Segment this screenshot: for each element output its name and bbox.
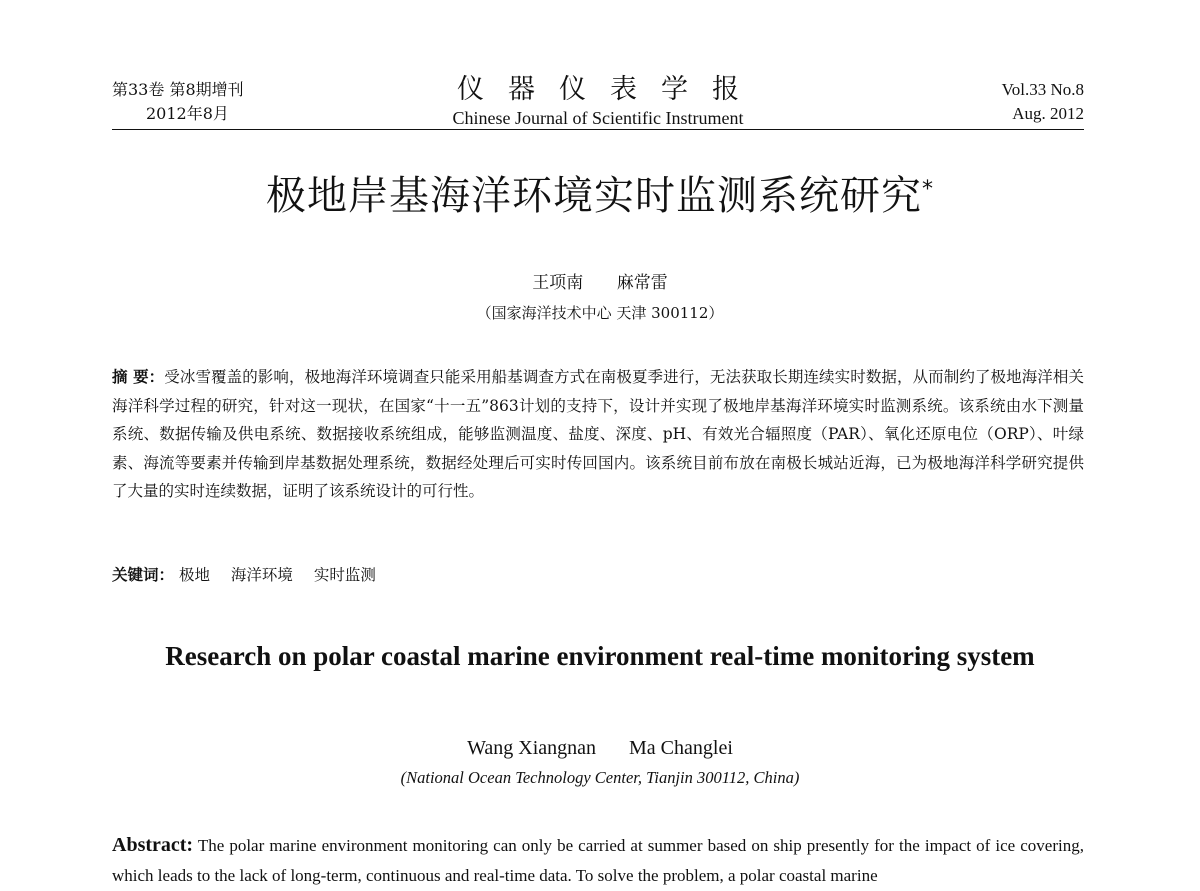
volume-number-en: Vol.33 No.8 (1001, 80, 1084, 99)
issue-date-en: Aug. 2012 (1012, 104, 1084, 123)
affiliation-cn: （国家海洋技术中心 天津 300112） (476, 304, 724, 322)
author-cn: 王项南 (532, 273, 584, 293)
authors-en (0, 734, 1200, 762)
author-cn: 麻常雷 (616, 273, 668, 293)
abstract-cn-label: 摘 要： (112, 368, 165, 386)
volume-issue: 第33卷 第8期增刊 (112, 80, 244, 99)
abstract-en-text: The polar marine environment monitoring can only be carried at summer based on ship presently for the impact of ice covering, which leads to the lack of long-term, continuous and real-time data. To solve the problem, a polar coastal marine (112, 836, 1084, 885)
paper-title-en: Research on polar coastal marine environment real-time monitoring system (165, 641, 1035, 671)
paper-title-cn (0, 168, 1200, 224)
keyword: 极地 (178, 566, 210, 584)
abstract-cn-text: 受冰雪覆盖的影响，极地海洋环境调查只能采用船基调查方式在南极夏季进行，无法获取长期连续实时数据，从而制约了极地海洋相关海洋科学过程的研究，针对这一现状，在国家“十一五”863计划的支持下，设计并实现了极地岸基海洋环境实时监测系统。该系统由水下测量系统、数据传输及供电系统、数据接收系统组成，能够监测温度、盐度、深度、pH、有效光合辐照度（PAR）、氧化还原电位（ORP）、叶绿素、海流等要素并传输到岸基数据处理系统，数据经处理后可实时传回国内。该系统目前布放在南极长城站近海，已为极地海洋科学研究提供了大量的实时连续数据，证明了该系统设计的可行性。 (112, 368, 1084, 500)
header-rule (112, 129, 1084, 130)
keywords-cn (112, 563, 1084, 587)
journal-header (112, 74, 1084, 132)
keywords-cn-label: 关键词： (112, 566, 175, 584)
authors-cn (0, 270, 1200, 296)
title-footnote-mark: * (922, 177, 934, 202)
keyword: 海洋环境 (230, 566, 293, 584)
abstract-en-label: Abstract: (112, 834, 194, 856)
issue-date: 2012年8月 (146, 104, 229, 123)
journal-name-cn: 仪器仪表学报 (457, 74, 763, 105)
author-en: Wang Xiangnan (467, 737, 597, 759)
author-en: Ma Changlei (629, 737, 733, 759)
abstract-en (112, 830, 1084, 891)
keyword: 实时监测 (313, 566, 376, 584)
affiliation-en: (National Ocean Technology Center, Tianjin 300112, China) (400, 768, 800, 787)
journal-name-en: Chinese Journal of Scientific Instrument (452, 108, 744, 128)
title-cn-text: 极地岸基海洋环境实时监测系统研究 (266, 173, 922, 219)
volume-info-en (1002, 78, 1084, 126)
abstract-cn (112, 363, 1084, 506)
journal-name (112, 74, 1084, 130)
